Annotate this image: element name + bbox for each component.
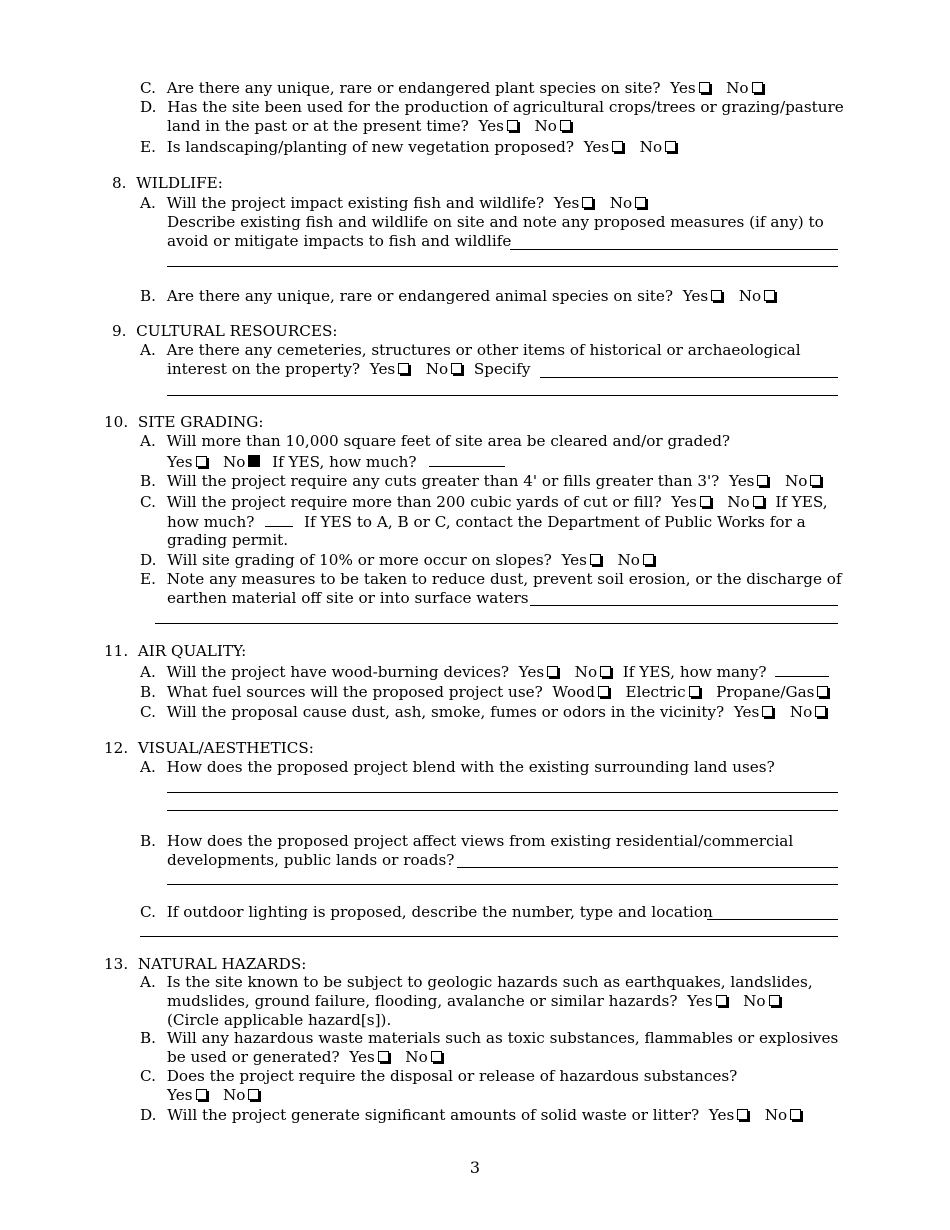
no-checkbox[interactable] [248,1089,259,1100]
page-number: 3 [469,1158,481,1177]
question-10c: C. Will the project require more than 200 cubic yards of cut or fill? Yes No If YES, [140,493,828,511]
question-11c: C. Will the proposal cause dust, ash, smoke, fumes or odors in the vicinity? Yes No [140,703,828,722]
no-checkbox[interactable] [764,290,775,301]
question-10b: B. Will the project require any cuts greater than 4' or fills greater than 3'? Yes No [140,472,823,491]
no-checkbox[interactable] [635,197,646,208]
wood-checkbox[interactable] [598,686,609,697]
question-12a: A. How does the proposed project blend with the existing surrounding land uses? [140,758,775,776]
no-checkbox[interactable] [815,706,826,717]
yes-checkbox[interactable] [398,363,409,374]
yes-checkbox[interactable] [582,197,593,208]
question-13c-line2: Yes No [167,1086,261,1105]
answer-line[interactable] [707,919,838,920]
question-13a: A. Is the site known to be subject to geologic hazards such as earthquakes, landslides, [140,973,813,991]
no-checkbox-checked[interactable] [248,455,260,467]
specify-line[interactable] [540,377,838,378]
yes-checkbox[interactable] [196,456,207,467]
question-13d: D. Will the project generate significant amounts of solid waste or litter? Yes No [140,1106,803,1125]
no-checkbox[interactable] [431,1051,442,1062]
question-12c: C. If outdoor lighting is proposed, describe the number, type and location [140,903,713,921]
question-11a: A. Will the project have wood-burning devices? Yes No If YES, how many? [140,662,829,682]
answer-line[interactable] [167,266,838,267]
how-much-field[interactable] [265,512,293,527]
question-8a-desc2: avoid or mitigate impacts to fish and wildlife [167,232,512,250]
yes-checkbox[interactable] [762,706,773,717]
answer-line[interactable] [167,884,838,885]
answer-line[interactable] [167,395,838,396]
question-9a: A. Are there any cemeteries, structures or other items of historical or archaeological [140,341,801,359]
yes-checkbox[interactable] [711,290,722,301]
no-checkbox[interactable] [600,666,611,677]
question-7d-line2: land in the past or at the present time? Yes No [167,117,573,136]
answer-line[interactable] [530,605,838,606]
section-8-heading: 8. WILDLIFE: [112,174,223,192]
question-11b: B. What fuel sources will the proposed project use? Wood Electric Propane/Gas [140,683,830,702]
section-11-heading: 11. AIR QUALITY: [104,642,247,660]
yes-checkbox[interactable] [612,141,623,152]
question-10e-line2: earthen material off site or into surface waters [167,589,529,607]
no-checkbox[interactable] [643,554,654,565]
section-9-heading: 9. CULTURAL RESOURCES: [112,322,338,340]
yes-checkbox[interactable] [547,666,558,677]
question-7e: E. Is landscaping/planting of new vegetation proposed? Yes No [140,138,678,157]
question-10a-line2: Yes No If YES, how much? [167,452,505,472]
yes-checkbox[interactable] [378,1051,389,1062]
yes-checkbox[interactable] [507,120,518,131]
question-10c-line2: how much? If YES to A, B or C, contact the Department of Public Works for a [167,513,806,531]
question-12b-line2: developments, public lands or roads? [167,851,455,869]
answer-line[interactable] [140,936,838,937]
section-12-heading: 12. VISUAL/AESTHETICS: [104,739,314,757]
question-10d: D. Will site grading of 10% or more occur on slopes? Yes No [140,551,656,570]
yes-checkbox[interactable] [700,496,711,507]
question-7c: C. Are there any unique, rare or endangered plant species on site? Yes No [140,79,765,98]
yes-checkbox[interactable] [699,82,710,93]
no-checkbox[interactable] [769,995,780,1006]
question-13a-line3: (Circle applicable hazard[s]). [167,1011,392,1029]
question-8b: B. Are there any unique, rare or endangered animal species on site? Yes No [140,287,777,306]
question-7d: D. Has the site been used for the production of agricultural crops/trees or grazing/pasture [140,98,844,116]
question-13a-line2: mudslides, ground failure, flooding, avalanche or similar hazards? Yes No [167,992,782,1011]
no-checkbox[interactable] [451,363,462,374]
question-8a: A. Will the project impact existing fish and wildlife? Yes No [140,194,648,213]
question-13b-line2: be used or generated? Yes No [167,1048,444,1067]
question-9a-line2: interest on the property? Yes No Specify [167,360,531,378]
yes-checkbox[interactable] [716,995,727,1006]
no-checkbox[interactable] [665,141,676,152]
no-checkbox[interactable] [790,1109,801,1120]
answer-line[interactable] [457,867,838,868]
no-checkbox[interactable] [810,475,821,486]
question-8a-desc: Describe existing fish and wildlife on site and note any proposed measures (if any) to [167,213,824,231]
section-13-heading: 13. NATURAL HAZARDS: [104,955,307,973]
section-10-heading: 10. SITE GRADING: [104,413,264,431]
question-13c: C. Does the project require the disposal or release of hazardous substances? [140,1067,738,1085]
how-many-field[interactable] [775,662,829,677]
yes-checkbox[interactable] [757,475,768,486]
question-10e: E. Note any measures to be taken to reduce dust, prevent soil erosion, or the discharge of [140,570,842,588]
answer-line[interactable] [167,810,838,811]
question-12b: B. How does the proposed project affect views from existing residential/commercial [140,832,794,850]
yes-checkbox[interactable] [196,1089,207,1100]
question-10a: A. Will more than 10,000 square feet of site area be cleared and/or graded? [140,432,731,450]
no-checkbox[interactable] [752,82,763,93]
question-13b: B. Will any hazardous waste materials such as toxic substances, flammables or explosives [140,1029,839,1047]
answer-line[interactable] [510,249,838,250]
no-checkbox[interactable] [753,496,764,507]
yes-checkbox[interactable] [590,554,601,565]
answer-line[interactable] [155,623,838,624]
yes-checkbox[interactable] [737,1109,748,1120]
electric-checkbox[interactable] [689,686,700,697]
question-10c-line3: grading permit. [167,531,289,549]
how-much-field[interactable] [429,452,505,467]
answer-line[interactable] [167,792,838,793]
propane-gas-checkbox[interactable] [817,686,828,697]
no-checkbox[interactable] [560,120,571,131]
